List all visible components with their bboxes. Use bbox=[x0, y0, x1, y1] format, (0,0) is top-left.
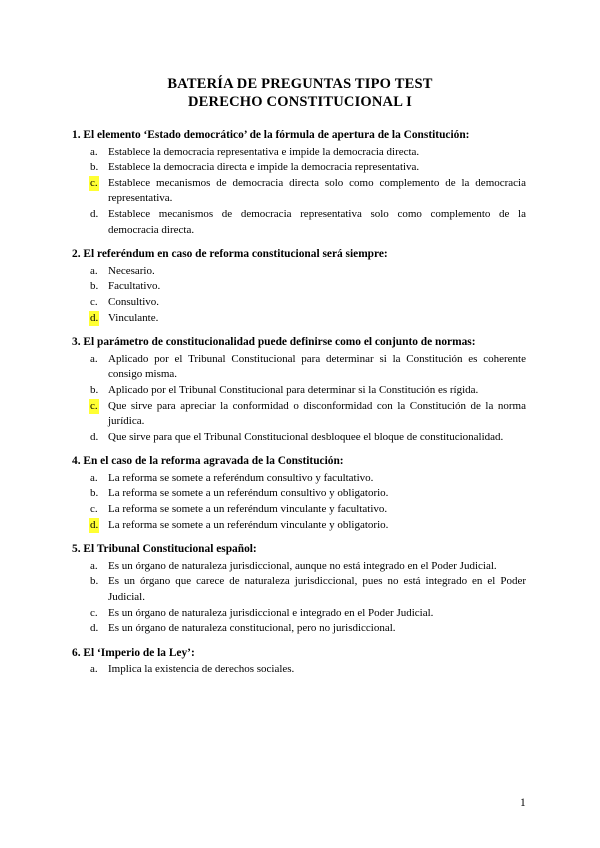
answer-option bbox=[72, 295, 526, 311]
answer-option bbox=[72, 559, 526, 575]
option-text: Que sirve para apreciar la conformidad o disconformidad con la Constitución de la norma jurídica. bbox=[108, 399, 526, 428]
option-letter: c. bbox=[90, 503, 98, 516]
option-text: Es un órgano que carece de naturaleza jurisdiccional, pues no está integrado en el Poder Judicial. bbox=[108, 575, 526, 604]
option-text: La reforma se somete a referéndum consultivo y facultativo. bbox=[108, 471, 374, 484]
answer-option bbox=[72, 145, 526, 161]
option-letter: a. bbox=[90, 559, 98, 572]
option-letter: c. bbox=[90, 606, 98, 619]
option-text: Facultativo. bbox=[108, 280, 161, 293]
answer-option bbox=[72, 264, 526, 280]
option-letter: d. bbox=[90, 622, 99, 635]
answer-options bbox=[72, 264, 526, 326]
option-text: Consultivo. bbox=[108, 295, 160, 308]
option-text: Establece mecanismos de democracia directa solo como complemento de la democracia representativa. bbox=[108, 176, 526, 205]
answer-option bbox=[72, 207, 526, 238]
option-letter: b. bbox=[90, 280, 99, 293]
option-text: Aplicado por el Tribunal Constitucional para determinar si la Constitución es rígida. bbox=[108, 383, 479, 396]
answer-options bbox=[72, 662, 526, 678]
option-text: Establece la democracia directa e impide la democracia representativa. bbox=[108, 161, 420, 174]
option-letter: b. bbox=[90, 487, 99, 500]
option-letter: a. bbox=[90, 663, 98, 676]
question-3 bbox=[72, 335, 526, 445]
answer-option bbox=[72, 279, 526, 295]
answer-option bbox=[72, 662, 526, 678]
option-letter: a. bbox=[90, 352, 98, 365]
answer-option bbox=[72, 383, 526, 399]
answer-options bbox=[72, 471, 526, 533]
highlighted-answer-letter: d. bbox=[89, 311, 99, 327]
answer-options bbox=[72, 559, 526, 637]
option-text: Establece mecanismos de democracia representativa solo como complemento de la democracia directa. bbox=[108, 207, 526, 236]
option-text: Vinculante. bbox=[108, 311, 159, 324]
option-text: Que sirve para que el Tribunal Constitucional desbloquee el bloque de constitucionalidad. bbox=[108, 430, 504, 443]
answer-option bbox=[72, 176, 526, 207]
question-text: 4. En el caso de la reforma agravada de la Constitución: bbox=[72, 455, 344, 468]
answer-option bbox=[72, 574, 526, 605]
answer-option bbox=[72, 311, 526, 327]
option-text: Aplicado por el Tribunal Constitucional para determinar si la Constitución es coherente consigo misma. bbox=[108, 352, 526, 381]
question-text: 5. El Tribunal Constitucional español: bbox=[72, 543, 257, 556]
question-4 bbox=[72, 454, 526, 533]
option-letter: c. bbox=[90, 295, 98, 308]
option-text: La reforma se somete a un referéndum consultivo y obligatorio. bbox=[108, 487, 389, 500]
highlighted-answer-letter: c. bbox=[89, 176, 99, 192]
highlighted-answer-letter: d. bbox=[89, 518, 99, 534]
option-text: Es un órgano de naturaleza jurisdiccional e integrado en el Poder Judicial. bbox=[108, 606, 434, 619]
question-text: 3. El parámetro de constitucionalidad puede definirse como el conjunto de normas: bbox=[72, 336, 476, 349]
option-text: Implica la existencia de derechos sociales. bbox=[108, 663, 295, 676]
answer-option bbox=[72, 486, 526, 502]
option-text: Establece la democracia representativa e impide la democracia directa. bbox=[108, 145, 420, 158]
document-title-line2: DERECHO CONSTITUCIONAL I bbox=[188, 94, 412, 110]
answer-options bbox=[72, 145, 526, 239]
answer-option bbox=[72, 399, 526, 430]
option-text: Es un órgano de naturaleza constitucional, pero no jurisdiccional. bbox=[108, 622, 396, 635]
option-text: Es un órgano de naturaleza jurisdiccional, aunque no está integrado en el Poder Judicial. bbox=[108, 559, 497, 572]
answer-option bbox=[72, 160, 526, 176]
option-letter: d. bbox=[90, 207, 99, 220]
answer-option bbox=[72, 352, 526, 383]
question-text: 2. El referéndum en caso de reforma constitucional será siempre: bbox=[72, 248, 388, 261]
option-text: La reforma se somete a un referéndum vinculante y facultativo. bbox=[108, 503, 388, 516]
answer-option bbox=[72, 621, 526, 637]
answer-option bbox=[72, 518, 526, 534]
answer-option bbox=[72, 606, 526, 622]
question-2 bbox=[72, 247, 526, 326]
option-text: La reforma se somete a un referéndum vinculante y obligatorio. bbox=[108, 518, 389, 531]
question-text: 6. El ‘Imperio de la Ley’: bbox=[72, 646, 195, 659]
answer-option bbox=[72, 502, 526, 518]
option-letter: a. bbox=[90, 145, 98, 158]
answer-option bbox=[72, 471, 526, 487]
answer-options bbox=[72, 352, 526, 446]
option-letter: b. bbox=[90, 575, 99, 588]
question-text: 1. El elemento ‘Estado democrático’ de la fórmula de apertura de la Constitución: bbox=[72, 129, 470, 141]
option-text: Necesario. bbox=[108, 264, 155, 277]
question-5 bbox=[72, 542, 526, 637]
question-6 bbox=[72, 646, 526, 678]
answer-option bbox=[72, 430, 526, 446]
option-letter: b. bbox=[90, 161, 99, 174]
option-letter: b. bbox=[90, 383, 99, 396]
page-number: 1 bbox=[520, 797, 526, 809]
question-list bbox=[72, 128, 526, 687]
question-1 bbox=[72, 128, 526, 238]
option-letter: a. bbox=[90, 264, 98, 277]
document-title-line1: BATERÍA DE PREGUNTAS TIPO TEST bbox=[167, 76, 433, 92]
option-letter: d. bbox=[90, 430, 99, 443]
highlighted-answer-letter: c. bbox=[89, 399, 99, 415]
option-letter: a. bbox=[90, 471, 98, 484]
